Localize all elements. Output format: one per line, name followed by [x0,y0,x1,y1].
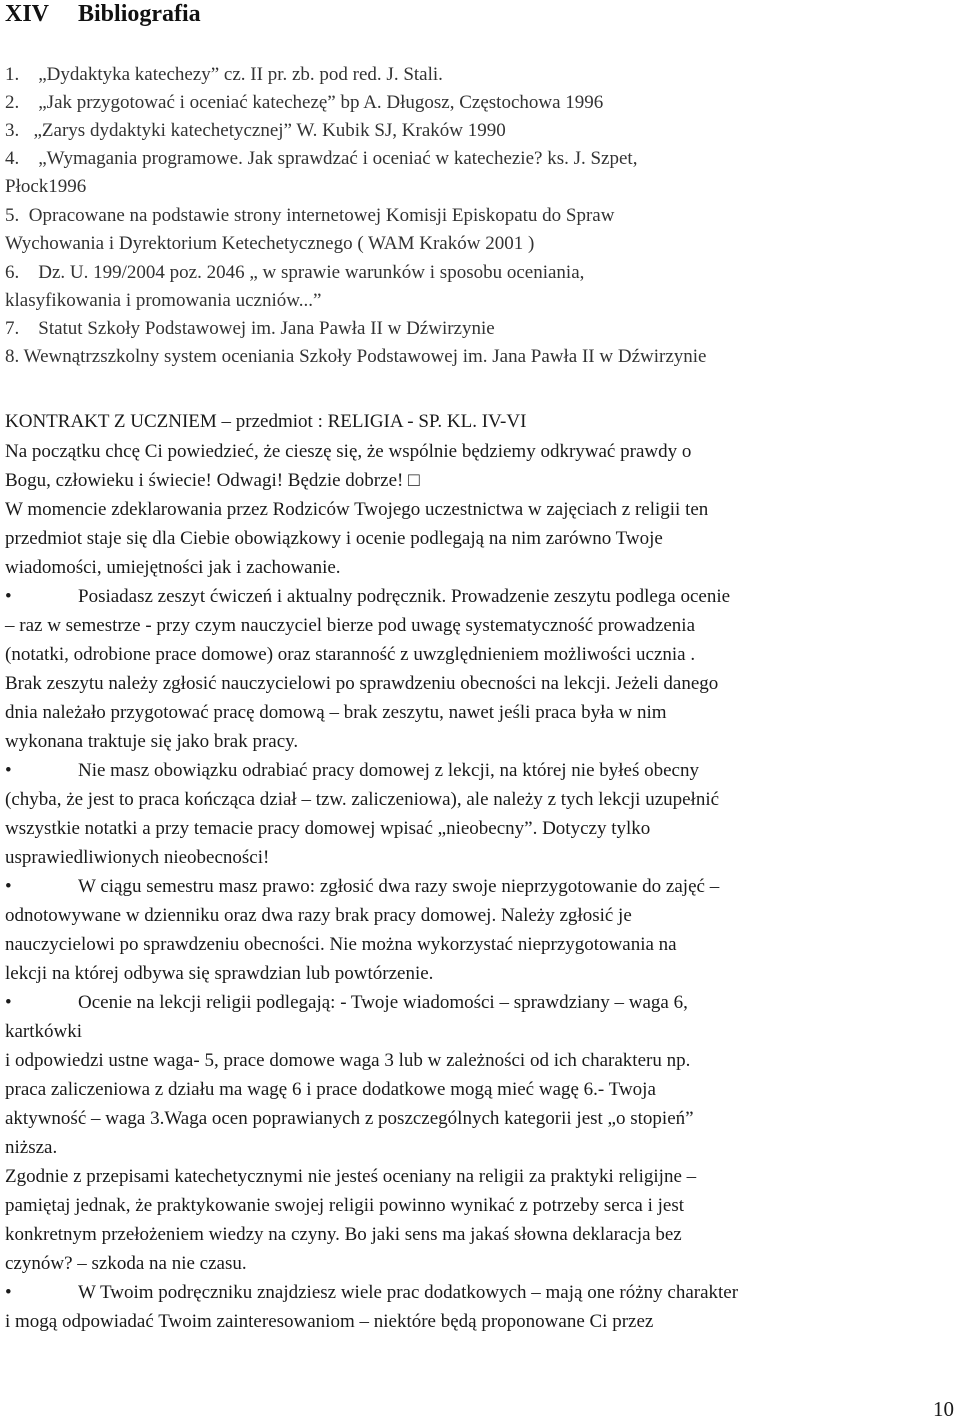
text-line: Bogu, człowieku i świecie! Odwagi! Będzie dobrze! □ [5,470,420,491]
text-line: odnotowywane w dzienniku oraz dwa razy brak pracy domowej. Należy zgłosić je [5,905,632,926]
bullet-marker: • [5,1282,12,1303]
text-line: (chyba, że jest to praca kończąca dział – tzw. zaliczeniowa), ale należy z tych lekcji uzupełnić [5,789,720,810]
text-line: (notatki, odrobione prace domowe) oraz staranność z uwzględnieniem możliwości ucznia . [5,644,696,665]
bullet-item [5,585,730,609]
bibliography-item: 3. „Zarys dydaktyki katechetycznej” W. Kubik SJ, Kraków 1990 [5,120,506,141]
text-line: W momencie zdeklarowania przez Rodziców Twojego uczestnictwa w zajęciach z religii ten [5,499,709,520]
text-line: wykonana traktuje się jako brak pracy. [5,731,299,752]
bibliography-item-continuation: Wychowania i Dyrektorium Ketechetycznego ( WAM Kraków 2001 ) [5,233,535,254]
bibliography-item: 1. „Dydaktyka katechezy” cz. II pr. zb. pod red. J. Stali. [5,64,443,85]
bullet-text: W ciągu semestru masz prawo: zgłosić dwa razy swoje nieprzygotowanie do zajęć – [78,876,720,897]
bullet-item [5,991,688,1015]
text-line: i odpowiedzi ustne waga- 5, prace domowe waga 3 lub w zależności od ich charakteru np. [5,1050,691,1071]
bibliography-item: 5. Opracowane na podstawie strony internetowej Komisji Episkopatu do Spraw [5,205,615,226]
bibliography-item: 2. „Jak przygotować i oceniać katechezę” bp A. Długosz, Częstochowa 1996 [5,92,604,113]
text-line: czynów? – szkoda na nie czasu. [5,1253,247,1274]
text-line: konkretnym przełożeniem wiedzy na czyny. Bo jaki sens ma jakaś słowna deklaracja bez [5,1224,682,1245]
text-line: praca zaliczeniowa z działu ma wagę 6 i prace dodatkowe mogą mieć wagę 6.- Twoja [5,1079,656,1100]
bullet-item [5,875,719,899]
text-line: usprawiedliwionych nieobecności! [5,847,270,868]
text-line: Na początku chcę Ci powiedzieć, że cieszę się, że wspólnie będziemy odkrywać prawdy o [5,441,692,462]
text-line: wiadomości, umiejętności jak i zachowanie. [5,557,341,578]
bullet-marker: • [5,586,12,607]
section-heading [5,0,201,28]
text-line: przedmiot staje się dla Ciebie obowiązkowy i ocenie podlegają na nim zarówno Twoje [5,528,663,549]
bibliography-item-continuation: klasyfikowania i promowania uczniów...” [5,290,322,311]
bullet-text: Ocenie na lekcji religii podlegają: - Twoje wiadomości – sprawdziany – waga 6, [78,992,688,1013]
text-line: i mogą odpowiadać Twoim zainteresowaniom – niektóre będą proponowane Ci przez [5,1311,654,1332]
bibliography-item: 4. „Wymagania programowe. Jak sprawdzać i oceniać w katechezie? ks. J. Szpet, [5,148,638,169]
text-line: – raz w semestrze - przy czym nauczyciel bierze pod uwagę systematyczność prowadzenia [5,615,696,636]
text-line: Brak zeszytu należy zgłosić nauczycielowi po sprawdzeniu obecności na lekcji. Jeżeli danego [5,673,719,694]
text-line: dnia należało przygotować pracę domową – brak zeszytu, nawet jeśli praca była w nim [5,702,667,723]
contract-title: KONTRAKT Z UCZNIEM – przedmiot : RELIGIA - SP. KL. IV-VI [5,411,527,432]
text-line: wszystkie notatki a przy temacie pracy domowej wpisać „nieobecny”. Dotyczy tylko [5,818,651,839]
bibliography-item-continuation: Płock1996 [5,176,87,197]
text-line: niższa. [5,1137,58,1158]
text-line: kartkówki [5,1021,83,1042]
bibliography-item: 8. Wewnątrzszkolny system oceniania Szkoły Podstawowej im. Jana Pawła II w Dźwirzynie [5,346,707,367]
section-title: Bibliografia [78,1,201,27]
bullet-marker: • [5,992,12,1013]
bullet-text: Posiadasz zeszyt ćwiczeń i aktualny podręcznik. Prowadzenie zeszytu podlega ocenie [78,586,731,607]
bullet-item [5,759,699,783]
text-line: pamiętaj jednak, że praktykowanie swojej religii powinno wynikać z potrzeby serca i jest [5,1195,685,1216]
text-line: Zgodnie z przepisami katechetycznymi nie jesteś oceniany na religii za praktyki religijne – [5,1166,697,1187]
bullet-item [5,1281,738,1305]
section-number: XIV [5,1,50,27]
text-line: nauczycielowi po sprawdzeniu obecności. Nie można wykorzystać nieprzygotowania na [5,934,677,955]
bullet-marker: • [5,760,12,781]
page-number: 10 [933,1397,954,1421]
bibliography-item: 7. Statut Szkoły Podstawowej im. Jana Pawła II w Dźwirzynie [5,318,495,339]
text-line: lekcji na której odbywa się sprawdzian lub powtórzenie. [5,963,434,984]
bullet-marker: • [5,876,12,897]
bibliography-item: 6. Dz. U. 199/2004 poz. 2046 „ w sprawie warunków i sposobu oceniania, [5,262,585,283]
text-line: aktywność – waga 3.Waga ocen poprawianych z poszczególnych kategorii jest „o stopień” [5,1108,694,1129]
bullet-text: Nie masz obowiązku odrabiać pracy domowej z lekcji, na której nie byłeś obecny [78,760,699,781]
bullet-text: W Twoim podręczniku znajdziesz wiele prac dodatkowych – mają one różny charakter [78,1282,739,1303]
